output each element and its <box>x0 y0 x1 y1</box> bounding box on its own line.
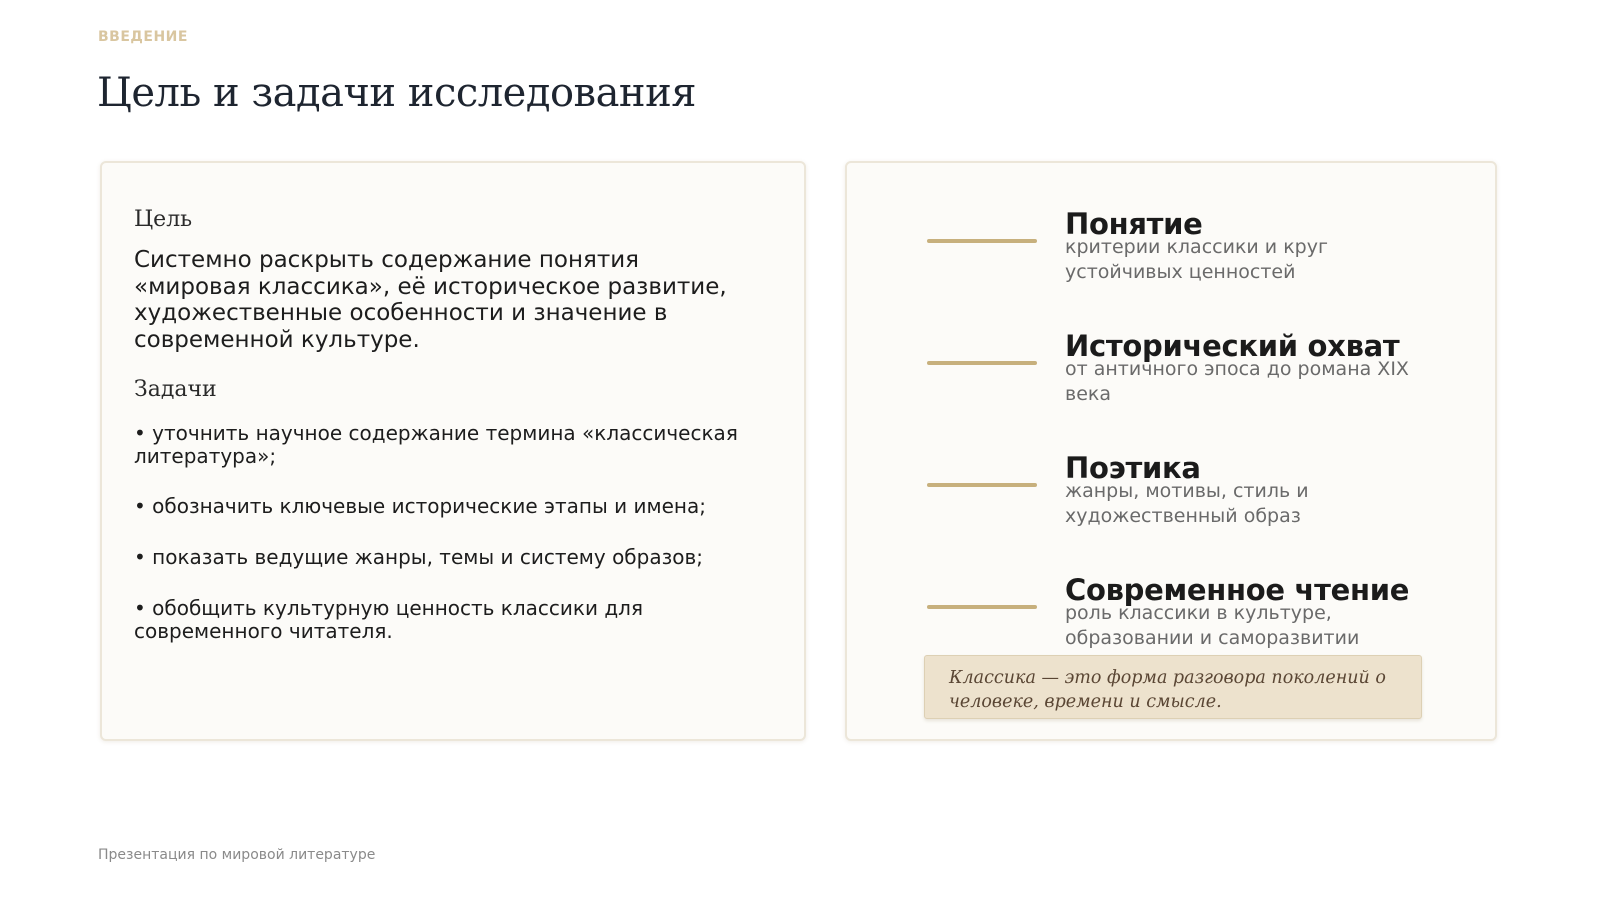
goal-tasks-card <box>100 161 806 741</box>
quote-box: Классика — это форма разговора поколений о человеке, времени и смысле. <box>924 655 1422 719</box>
task-item: • уточнить научное содержание термина «классическая литература»; <box>134 421 738 468</box>
goal-text: Системно раскрыть содержание понятия «мировая классика», её историческое развитие, художественные особенности и значение в современной культуре. <box>134 247 727 353</box>
aspect-description: от античного эпоса до романа XIX века <box>1065 358 1409 405</box>
footer-text: Презентация по мировой литературе <box>98 847 376 863</box>
aspect-title: Современное чтение <box>1065 573 1410 607</box>
aspect-item <box>847 207 1495 307</box>
aspects-card <box>845 161 1497 741</box>
aspect-title: Поэтика <box>1065 451 1201 485</box>
page-title: Цель и задачи исследования <box>97 70 696 116</box>
section-eyebrow: ВВЕДЕНИЕ <box>98 29 188 45</box>
gold-divider-line <box>927 483 1037 487</box>
task-item: • показать ведущие жанры, темы и систему образов; <box>134 545 703 569</box>
goal-label: Цель <box>134 207 193 232</box>
aspect-title: Понятие <box>1065 207 1203 241</box>
aspect-description: жанры, мотивы, стиль и художественный образ <box>1065 480 1309 527</box>
gold-divider-line <box>927 239 1037 243</box>
task-item: • обозначить ключевые исторические этапы и имена; <box>134 494 706 518</box>
aspect-description: критерии классики и круг устойчивых ценностей <box>1065 236 1328 283</box>
aspect-item <box>847 329 1495 429</box>
aspect-item <box>847 451 1495 551</box>
task-item: • обобщить культурную ценность классики для современного читателя. <box>134 596 643 643</box>
aspect-title: Исторический охват <box>1065 329 1400 363</box>
gold-divider-line <box>927 361 1037 365</box>
gold-divider-line <box>927 605 1037 609</box>
tasks-label: Задачи <box>134 377 217 402</box>
aspect-description: роль классики в культуре, образовании и саморазвитии <box>1065 602 1360 649</box>
